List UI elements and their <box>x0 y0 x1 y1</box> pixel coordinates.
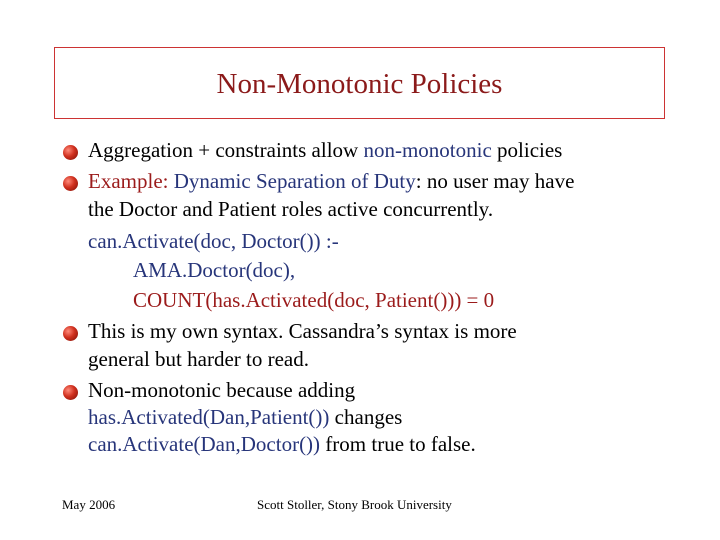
bullet-icon <box>63 145 78 160</box>
b2-highlight: Dynamic Separation of Duty <box>173 169 416 193</box>
bullet-3-line-2: general but harder to read. <box>88 347 309 371</box>
bullet-3-line-1: This is my own syntax. Cassandra’s syntax is more <box>88 319 517 343</box>
bullet-4-line-3 <box>88 432 476 456</box>
b4-text-2: from true to false. <box>320 432 476 456</box>
footer-author: Scott Stoller, Stony Brook University <box>257 497 452 512</box>
bullet-1-line-1 <box>88 138 562 162</box>
bullet-2-line-5: COUNT(has.Activated(doc, Patient())) = 0 <box>133 288 495 312</box>
slide-title: Non-Monotonic Policies <box>216 68 503 100</box>
bullet-2-line-2: the Doctor and Patient roles active concurrently. <box>88 197 494 221</box>
bullet-icon <box>63 326 78 341</box>
b2-example-label: Example: <box>88 169 174 193</box>
bullet-2-line-4: AMA.Doctor(doc), <box>133 258 296 282</box>
footer-date: May 2006 <box>62 497 116 512</box>
bullet-icon <box>63 385 78 400</box>
bullet-4-line-2 <box>88 405 402 429</box>
bullet-2-line-3: can.Activate(doc, Doctor()) :- <box>88 229 339 253</box>
title-box <box>54 47 665 119</box>
bullet-4-line-1: Non-monotonic because adding <box>88 378 356 402</box>
b1-text: Aggregation + constraints allow <box>88 138 364 162</box>
b1-text-end: policies <box>491 138 563 162</box>
b4-code-1: has.Activated(Dan,Patient()) <box>88 405 330 429</box>
b4-text-1: changes <box>329 405 403 429</box>
b4-code-2: can.Activate(Dan,Doctor()) <box>88 432 321 456</box>
bullet-2-line-1 <box>88 169 574 193</box>
b2-text: : no user may have <box>415 169 575 193</box>
bullet-icon <box>63 176 78 191</box>
b1-highlight: non-monotonic <box>363 138 492 162</box>
